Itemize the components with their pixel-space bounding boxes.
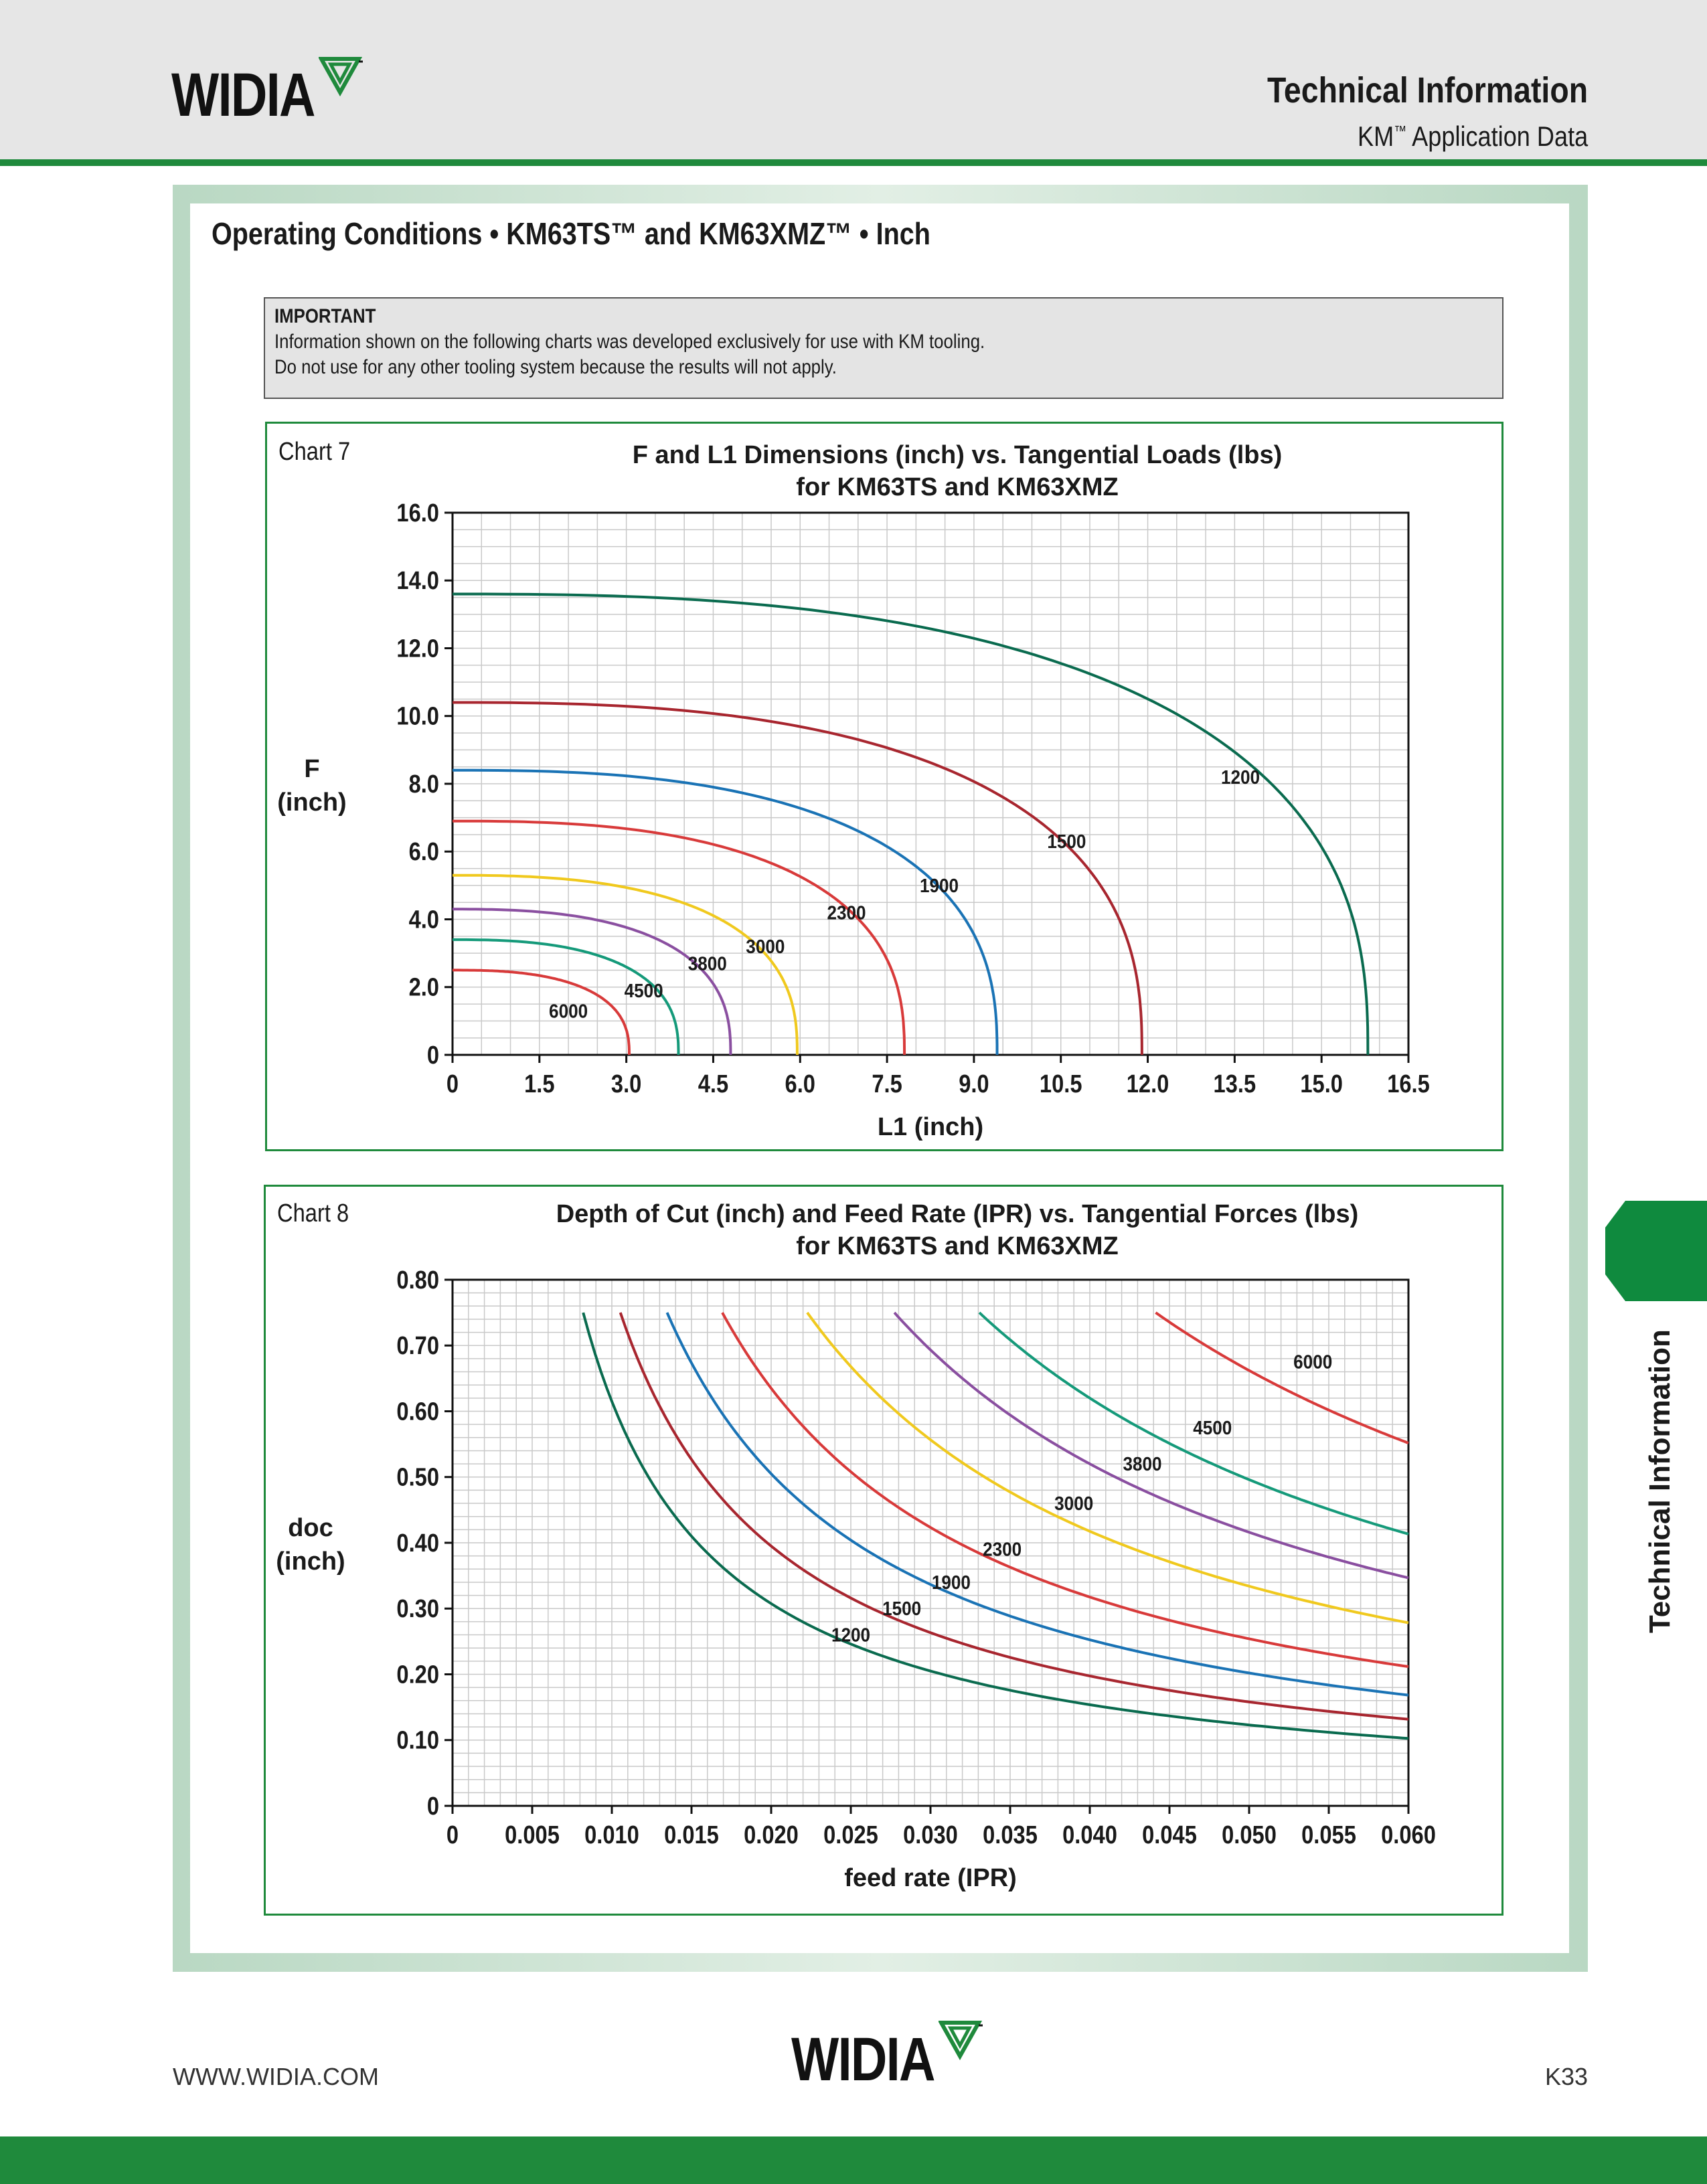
x-tick-label: 15.0 <box>1300 1069 1343 1098</box>
x-tick-label: 4.5 <box>698 1069 729 1098</box>
y-axis-label: F <box>304 755 320 783</box>
x-axis-label: L1 (inch) <box>877 1113 984 1141</box>
x-tick-label: 0.055 <box>1301 1820 1356 1849</box>
y-tick-label: 0.10 <box>396 1726 439 1755</box>
chart-8 <box>264 1185 1503 1916</box>
series-label-3800: 3800 <box>1123 1452 1162 1475</box>
x-tick-label: 0.010 <box>584 1820 639 1849</box>
y-tick-label: 16.0 <box>396 498 439 527</box>
series-line-3800 <box>453 909 730 1055</box>
series-label-3800: 3800 <box>687 952 727 975</box>
y-tick-label: 0.30 <box>396 1594 439 1623</box>
series-line-2300 <box>453 821 904 1055</box>
section-title: Operating Conditions • KM63TS™ and KM63XMZ™ • Inch <box>212 216 930 251</box>
y-tick-label: 12.0 <box>396 634 439 663</box>
series-label-6000: 6000 <box>1293 1351 1333 1373</box>
y-tick-label: 0 <box>426 1040 439 1070</box>
x-tick-label: 16.5 <box>1387 1069 1430 1098</box>
x-tick-label: 0.050 <box>1222 1820 1277 1849</box>
y-tick-label: 0.50 <box>396 1462 439 1492</box>
x-tick-label: 13.5 <box>1213 1069 1256 1098</box>
notice-heading: IMPORTANT <box>274 305 376 327</box>
x-tick-label: 0.025 <box>823 1820 878 1849</box>
chart-8-label: Chart 8 <box>277 1199 349 1228</box>
x-tick-label: 6.0 <box>785 1069 815 1098</box>
y-tick-label: 0.60 <box>396 1397 439 1426</box>
y-tick-label: 0.80 <box>396 1265 439 1294</box>
header-divider <box>0 159 1707 166</box>
chart-7 <box>265 422 1503 1151</box>
logo-triangle-icon <box>319 55 365 102</box>
series-label-2300: 2300 <box>983 1538 1022 1560</box>
x-tick-label: 0 <box>446 1820 459 1849</box>
side-tab-marker <box>1605 1201 1707 1301</box>
y-axis-label-unit: (inch) <box>277 788 347 817</box>
x-tick-label: 7.5 <box>872 1069 902 1098</box>
series-label-1900: 1900 <box>931 1571 971 1594</box>
chart-subtitle: for KM63TS and KM63XMZ <box>796 1232 1119 1260</box>
y-tick-label: 4.0 <box>408 905 439 934</box>
y-tick-label: 0 <box>426 1791 439 1821</box>
footer-url[interactable]: WWW.WIDIA.COM <box>173 2063 379 2090</box>
series-label-2300: 2300 <box>827 902 866 924</box>
series-label-6000: 6000 <box>549 1000 588 1022</box>
y-tick-label: 14.0 <box>396 566 439 595</box>
logo-wordmark: WIDIA <box>171 61 315 129</box>
footer-logo-wordmark: WIDIA <box>791 2025 934 2094</box>
x-tick-label: 1.5 <box>524 1069 555 1098</box>
series-line-1500 <box>621 1313 1408 1719</box>
chart-7-label: Chart 7 <box>278 438 351 466</box>
side-tab-label: Technical Information <box>1643 1329 1676 1633</box>
x-tick-label: 0.005 <box>505 1820 560 1849</box>
x-tick-label: 0.060 <box>1381 1820 1436 1849</box>
x-axis-label: feed rate (IPR) <box>844 1864 1017 1892</box>
y-axis-label-unit: (inch) <box>276 1547 345 1576</box>
chart-title: F and L1 Dimensions (inch) vs. Tangential Loads (lbs) <box>632 441 1283 469</box>
x-tick-label: 0.035 <box>983 1820 1038 1849</box>
x-tick-label: 9.0 <box>959 1069 989 1098</box>
y-tick-label: 6.0 <box>408 837 439 866</box>
header-title: Technical Information <box>1267 70 1588 110</box>
x-tick-label: 12.0 <box>1126 1069 1169 1098</box>
chart-title: Depth of Cut (inch) and Feed Rate (IPR) vs. Tangential Forces (lbs) <box>556 1200 1359 1228</box>
widia-logo <box>171 60 315 131</box>
x-tick-label: 0 <box>446 1069 459 1098</box>
important-notice <box>264 297 1503 399</box>
notice-line-2: Do not use for any other tooling system because the results will not apply. <box>274 356 837 378</box>
notice-line-1: Information shown on the following charts was developed exclusively for use with KM tooling. <box>274 331 985 353</box>
x-tick-label: 0.015 <box>664 1820 719 1849</box>
series-label-4500: 4500 <box>1193 1416 1232 1439</box>
footer-logo <box>791 2025 934 2095</box>
series-label-1200: 1200 <box>1220 766 1261 788</box>
chart-subtitle: for KM63TS and KM63XMZ <box>796 473 1119 501</box>
x-tick-label: 0.030 <box>903 1820 958 1849</box>
footer-logo-triangle-icon <box>939 2019 985 2066</box>
y-tick-label: 0.70 <box>396 1331 439 1360</box>
x-tick-label: 0.040 <box>1062 1820 1117 1849</box>
x-tick-label: 10.5 <box>1039 1069 1082 1098</box>
x-tick-label: 0.020 <box>744 1820 799 1849</box>
y-tick-label: 0.20 <box>396 1660 439 1689</box>
series-label-1200: 1200 <box>831 1624 871 1646</box>
series-label-4500: 4500 <box>624 979 663 1002</box>
y-tick-label: 8.0 <box>408 769 439 799</box>
y-tick-label: 0.40 <box>396 1528 439 1558</box>
series-line-6000 <box>453 970 629 1055</box>
y-tick-label: 2.0 <box>408 973 439 1002</box>
series-label-1500: 1500 <box>1047 830 1086 853</box>
header-subtitle: KM™ Application Data <box>1357 120 1588 152</box>
y-tick-label: 10.0 <box>396 701 439 731</box>
x-tick-label: 3.0 <box>611 1069 642 1098</box>
footer-bar <box>0 2136 1707 2184</box>
page-number: K33 <box>1544 2063 1588 2090</box>
series-label-3000: 3000 <box>746 935 785 958</box>
y-axis-label: doc <box>288 1514 333 1542</box>
x-tick-label: 0.045 <box>1142 1820 1197 1849</box>
series-label-1900: 1900 <box>919 874 959 897</box>
series-label-1500: 1500 <box>882 1597 922 1620</box>
series-label-3000: 3000 <box>1054 1492 1094 1515</box>
